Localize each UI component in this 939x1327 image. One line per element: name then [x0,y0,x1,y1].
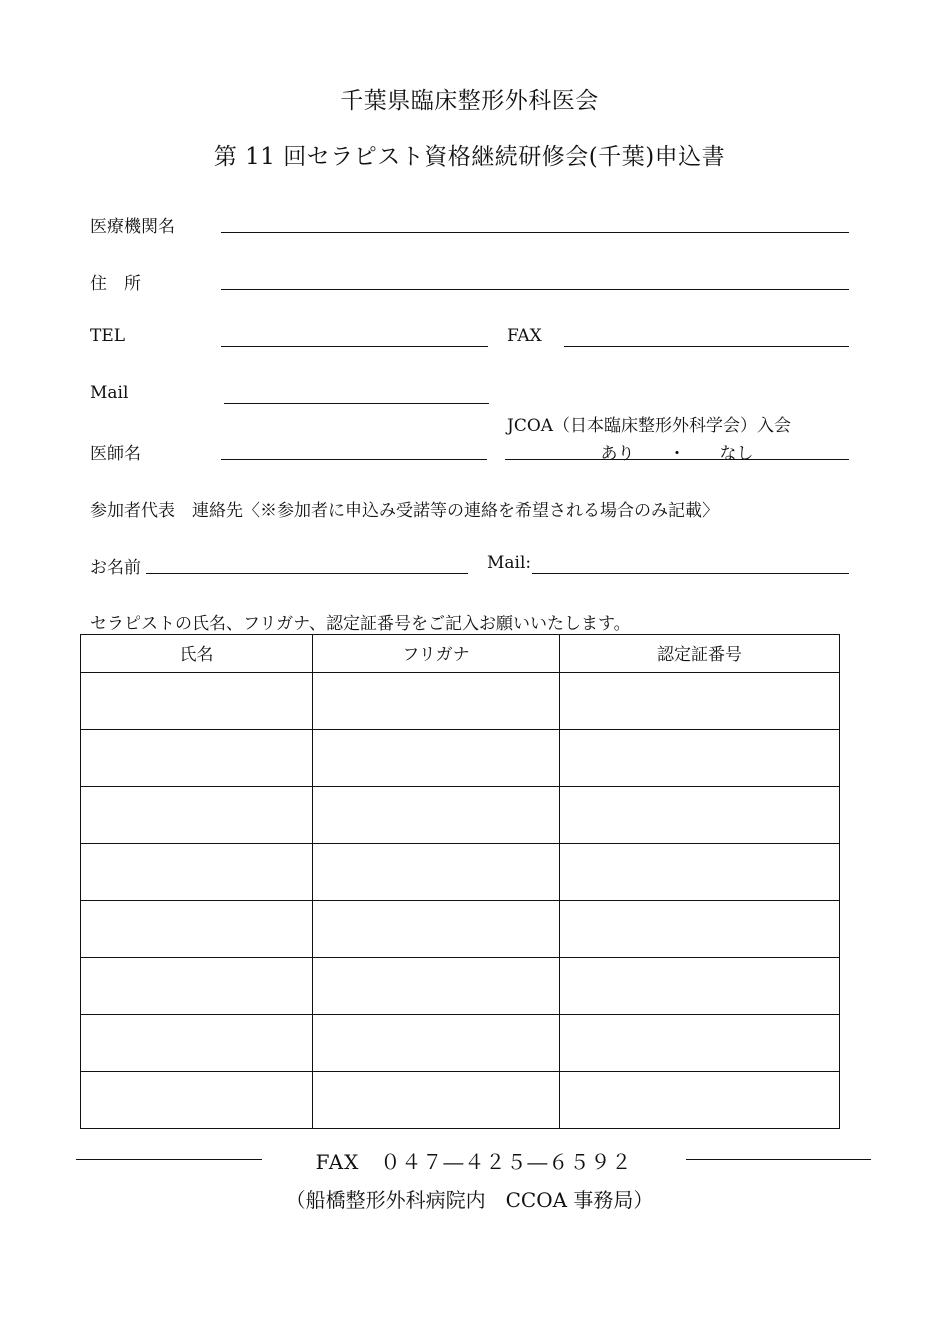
footer-office: （船橋整形外科病院内 CCOA 事務局） [285,1188,654,1212]
name-cell[interactable] [81,730,313,787]
institution-label: 医療機関名 [90,217,175,237]
cert-number-cell[interactable] [560,730,840,787]
doctor-label: 医師名 [90,444,141,464]
table-row [81,787,840,844]
furigana-cell[interactable] [313,958,560,1015]
tel-field[interactable] [221,346,488,347]
furigana-cell[interactable] [313,1072,560,1129]
name-cell[interactable] [81,1072,313,1129]
footer-rule-right [686,1159,871,1160]
footer-rule-left [76,1159,262,1160]
table-row [81,844,840,901]
address-field[interactable] [221,289,849,290]
therapist-table [80,634,840,1129]
name-cell[interactable] [81,844,313,901]
furigana-cell[interactable] [313,730,560,787]
contact-name-field[interactable] [146,573,468,574]
contact-mail-field[interactable] [532,573,849,574]
contact-heading: 参加者代表 連絡先〈※参加者に申込み受諾等の連絡を希望される場合のみ記載〉 [90,501,719,521]
contact-name-label: お名前 [90,558,141,578]
table-row [81,673,840,730]
furigana-cell[interactable] [313,1015,560,1072]
fax-label: FAX [507,326,542,346]
cert-number-cell[interactable] [560,958,840,1015]
table-row [81,1072,840,1129]
cert-number-cell[interactable] [560,787,840,844]
header-cert-number: 認定証番号 [560,635,840,673]
furigana-cell[interactable] [313,844,560,901]
jcoa-label: JCOA（日本臨床整形外科学会）入会 [507,416,792,436]
mail-field[interactable] [224,403,489,404]
mail-label: Mail [90,383,129,403]
fax-field[interactable] [564,346,849,347]
contact-mail-label: Mail: [487,553,532,573]
table-row [81,730,840,787]
name-cell[interactable] [81,1015,313,1072]
cert-number-cell[interactable] [560,844,840,901]
name-cell[interactable] [81,787,313,844]
jcoa-underline [505,459,849,460]
header-furigana: フリガナ [313,635,560,673]
table-instruction: セラピストの氏名、フリガナ、認定証番号をご記入お願いいたします。 [90,614,631,634]
name-cell[interactable] [81,958,313,1015]
name-cell[interactable] [81,901,313,958]
address-label: 住 所 [90,274,141,294]
doctor-field[interactable] [221,459,487,460]
cert-number-cell[interactable] [560,901,840,958]
org-title: 千葉県臨床整形外科医会 [340,88,599,114]
furigana-cell[interactable] [313,673,560,730]
institution-field[interactable] [221,232,849,233]
table-row [81,1015,840,1072]
name-cell[interactable] [81,673,313,730]
header-name: 氏名 [81,635,313,673]
footer-fax: FAX ０４７―４２５―６５９２ [315,1150,633,1174]
form-title: 第 11 回セラピスト資格継続研修会(千葉)申込書 [213,144,726,170]
cert-number-cell[interactable] [560,1015,840,1072]
cert-number-cell[interactable] [560,1072,840,1129]
jcoa-options[interactable]: あり ・ なし [600,444,754,464]
table-header-row [81,635,840,673]
table-row [81,901,840,958]
furigana-cell[interactable] [313,901,560,958]
furigana-cell[interactable] [313,787,560,844]
cert-number-cell[interactable] [560,673,840,730]
table-row [81,958,840,1015]
tel-label: TEL [90,326,126,346]
